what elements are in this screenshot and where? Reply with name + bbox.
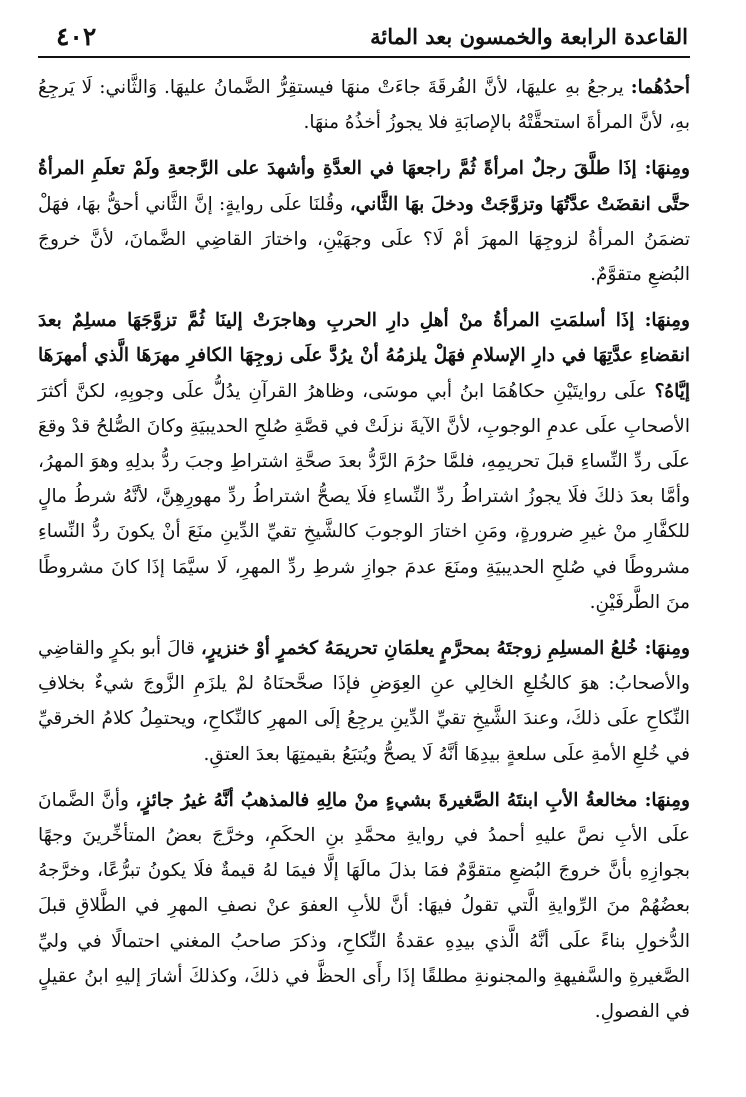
paragraph [38, 303, 690, 620]
paragraph-lead: أحدُهُما: [630, 77, 690, 98]
paragraph [38, 151, 690, 292]
paragraph [38, 631, 690, 772]
page-body [38, 70, 690, 1029]
paragraph-body: وأنَّ الضَّمانَ علَى الأبِ نصَّ عليهِ أحمدُ في روايةِ محمَّدِ بنِ الحكَمِ، وخرَّجَ بعضُ المتأخِّرينَ وجهًا بجوازِهِ بأنَّ خروجَ البُضعِ متقوَّمٌ فمَا بذلَ مالَهَا إلَّا فيمَا لهُ قيمةٌ فلَا يكونُ تبرُّعًا، وخرَّجهُ بعضُهُمْ منَ الرِّوايةِ الَّتي تقولُ فيهَا: أنَّ للأبِ العفوَ عنْ نصفِ المهرِ في الطَّلاقِ قبلَ الدُّخولِ بناءً علَى أنَّهُ الَّذي بيدِهِ عقدةُ النِّكاحِ، وذكرَ صاحبُ المغني احتمالًا في وليِّ الصَّغيرةِ والسَّفيهةِ والمجنونةِ مطلقًا إذَا رأَى الحظَّ في ذلكَ، وكذلكَ أشارَ إليهِ ابنُ عقيلٍ في الفصولِ. [38, 789, 690, 1023]
paragraph-lead: ومِنهَا: خُلعُ المسلِمِ زوجتَهُ بمحرَّمٍ يعلمَانِ تحريمَهُ كخمرٍ أوْ خنزيرٍ، [200, 638, 690, 660]
paragraph-lead: ومِنهَا: إذَا أسلمَتِ المرأةُ منْ أهلِ دارِ الحربِ وهاجرَتْ إلينَا ثُمَّ تزوَّجَهَا مسلِمٌ بعدَ انقضاءِ عدَّتِهَا في دارِ الإسلامِ فهَلْ يلزمُهُ أنْ يرُدَّ علَى زوجِهَا الكافرِ مهرَهَا الَّذي أمهرَهَا إيَّاهُ؟ [38, 310, 690, 402]
paragraph [38, 783, 690, 1029]
running-title: القاعدة الرابعة والخمسون بعد المائة [370, 24, 688, 49]
header-rule [38, 56, 690, 58]
paragraph-lead: ومِنهَا: إذَا طلَّقَ رجلٌ امرأةً ثُمَّ راجعهَا في العدَّةِ وأشهدَ على الرَّجعةِ ولَمْ تعلَمِ المرأةُ حتَّى انقضَتْ عدَّتُهَا وتزوَّجَتْ ودخلَ بهَا الثَّاني، [38, 158, 690, 215]
page-number: ٤٠٢ [56, 22, 97, 51]
paragraph-lead: ومِنهَا: مخالعةُ الأبِ ابنتَهُ الصَّغيرةَ بشيءٍ منْ مالِهِ فالمذهبُ أنَّهُ غيرُ جائزٍ، [135, 789, 690, 811]
paragraph [38, 70, 690, 140]
paragraph-body: يرجعُ بهِ عليهَا، لأنَّ الفُرقَةَ جاءَتْ منهَا فيستقِرُّ الضَّمانُ عليهَا. وَالثَّاني: لَا يَرجِعُ بهِ، لأنَّ المرأةَ استحقَّتْهُ بالإصابَةِ فلا يجوزُ أخذُهُ منهَا. [38, 77, 690, 134]
paragraph-body: علَى روايتَيْنِ حكاهُمَا ابنُ أبي موسَى، وظاهرُ القرآنِ يدُلُّ علَى وجوبِهِ، لكنَّ أكثرَ الأصحابِ علَى عدمِ الوجوبِ، لأنَّ الآيةَ نزلَتْ في قصَّةِ صُلحِ الحديبيَةِ وكانَ الصُّلحُ قدْ وقعَ علَى ردِّ النِّساءِ قبلَ تحريمِهِ، فلمَّا حرُمَ الرَّدُّ بعدَ صحَّةِ اشتراطِ وجبَ ردُّ بدلِهِ وهوَ المهرُ، وأمَّا بعدَ ذلكَ فلَا يجوزُ اشتراطُ ردِّ النِّساءِ فلَا يصحُّ اشتراطُ ردِّ مهورِهِنَّ، لأنَّهُ شرطُ مالٍ للكفَّارِ منْ غيرِ ضرورةٍ، ومَنِ اختارَ الوجوبَ كالشَّيخِ تقيِّ الدِّينِ منَعَ أنْ يكونَ ردُّ النِّساءِ مشروطًا في صُلحِ الحديبيَةِ ومنَعَ عدمَ جوازِ شرطِ ردِّ المهرِ، لَا سيَّمَا إذَا كانَ مشروطًا منَ الطَّرفَيْنِ. [38, 380, 690, 613]
page-header [38, 22, 690, 56]
paragraph-body: وقُلنَا علَى روايةٍ: إنَّ الثَّاني أحقُّ بهَا، فهَلْ تضمَنُ المرأةُ لزوجِهَا المهرَ أمْ لَا؟ علَى وجهَيْنِ، واختارَ القاضِي الضَّمانَ، لأنَّ خروجَ البُضعِ متقوَّمٌ. [38, 193, 690, 286]
paragraph-body: قالَ أبو بكرٍ والقاضِي والأصحابُ: هوَ كالخُلعِ الخالِي عنِ العِوَضِ فإذَا صحَّحنَاهُ لمْ يلزَمِ الزَّوجَ شيءٌ بخلافِ النِّكاحِ علَى ذلكَ، وعندَ الشَّيخِ تقيِّ الدِّينِ يرجِعُ إلَى المهرِ كالنِّكاحِ، ويحتمِلُ كلامُ الخرقيِّ في خُلعِ الأمةِ علَى سلعةٍ بيدِهَا أنَّهُ لَا يصحُّ ويُتبَعُ بقيمتِهَا بعدَ العتقِ. [38, 638, 690, 765]
